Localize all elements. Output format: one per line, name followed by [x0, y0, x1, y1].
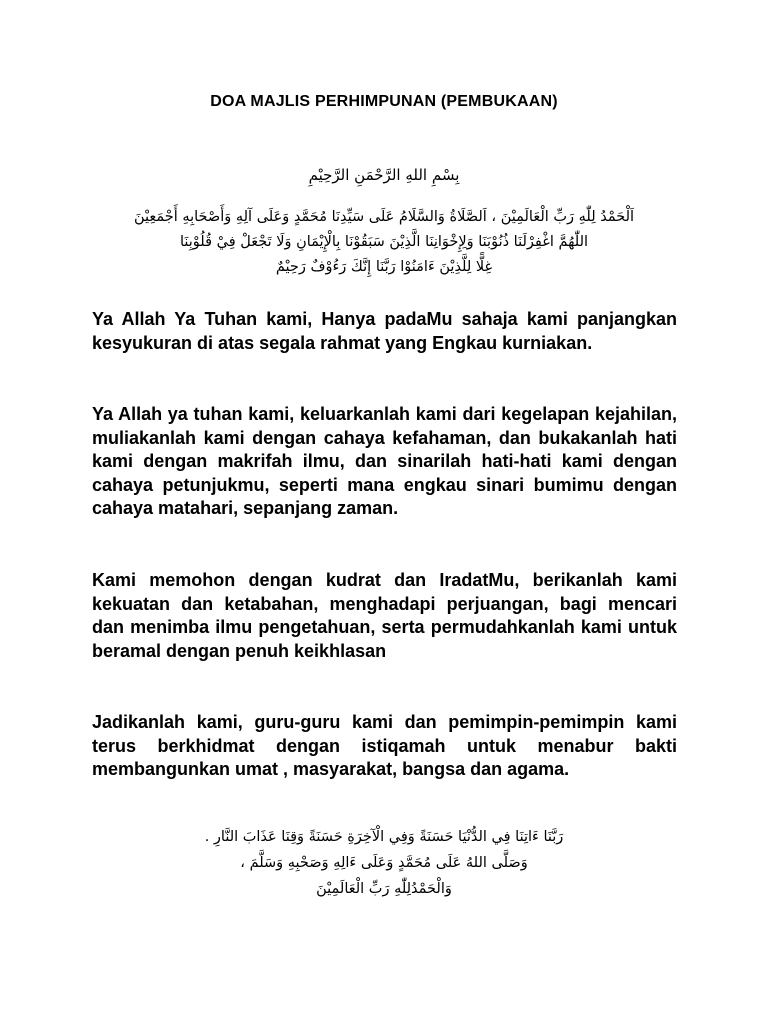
- opening-arabic-line-1: اَلْحَمْدُ لِلّٰهِ رَبِّ الْعَالَمِيْنَ ، اَلصَّلَاةُ وَالسَّلَامُ عَلَى سَيِّدِنَا مُحَمَّدٍ وَعَلَى آلِهِ وَأَصْحَابِهِ أَجْمَعِيْنَ: [133, 209, 635, 225]
- paragraph-3: Kami memohon dengan kudrat dan IradatMu, berikanlah kami kekuatan dan ketabahan, menghadapi perjuangan, bagi mencari dan menimba ilmu pengetahuan, serta permudahkanlah kami untuk beramal dengan penuh keikhlasan: [92, 570, 677, 661]
- paragraph-4: Jadikanlah kami, guru-guru kami dan pemimpin-pemimpin kami terus berkhidmat dengan istiqamah untuk menabur bakti membangunkan umat , masyarakat, bangsa dan agama.: [92, 712, 677, 779]
- opening-arabic-line-3: غِلًّا لِلَّذِيْنَ ءَامَنُوْا رَبَّنَا إِنَّكَ رَءُوْفٌ رَحِيْمٌ: [275, 259, 493, 275]
- paragraph-1: Ya Allah Ya Tuhan kami, Hanya padaMu sahaja kami panjangkan kesyukuran di atas segala rahmat yang Engkau kurniakan.: [92, 309, 677, 353]
- paragraph-2: Ya Allah ya tuhan kami, keluarkanlah kami dari kegelapan kejahilan, muliakanlah kami dengan cahaya kefahaman, dan bukakanlah hati kami dengan makrifah ilmu, dan sinarilah hati-hati kami dengan cahaya petunjukmu, seperti mana engkau sinari bumimu dengan cahaya matahari, sepanjang zaman.: [92, 404, 677, 518]
- closing-arabic-line-2: وَصَلَّى اللهُ عَلَى مُحَمَّدٍ وَعَلَى ءَالِهِ وَصَحْبِهِ وَسَلَّمَ ،: [240, 855, 528, 871]
- basmalah: بِسْمِ اللهِ الرَّحْمَنِ الرَّحِيْمِ: [308, 166, 460, 184]
- closing-arabic-line-3: وَالْحَمْدُلِلّٰهِ رَبِّ الْعَالَمِيْنَ: [316, 881, 452, 897]
- closing-arabic-line-1: رَبَّنَا ءَاتِنَا فِي الدُّنْيَا حَسَنَةً وَفِي الْآخِرَةِ حَسَنَةً وَقِنَا عَذَابَ النَّارِ .: [204, 829, 564, 845]
- opening-arabic-line-2: اللّٰهُمَّ اغْفِرْلَنَا ذُنُوْبَنَا وَلِإِخْوَانِنَا الَّذِيْنَ سَبَقُوْنَا بِالْإِيْمَانِ وَلَا تَجْعَلْ فِيْ قُلُوْبِنَا: [179, 234, 589, 250]
- document-title: DOA MAJLIS PERHIMPUNAN (PEMBUKAAN): [210, 93, 558, 110]
